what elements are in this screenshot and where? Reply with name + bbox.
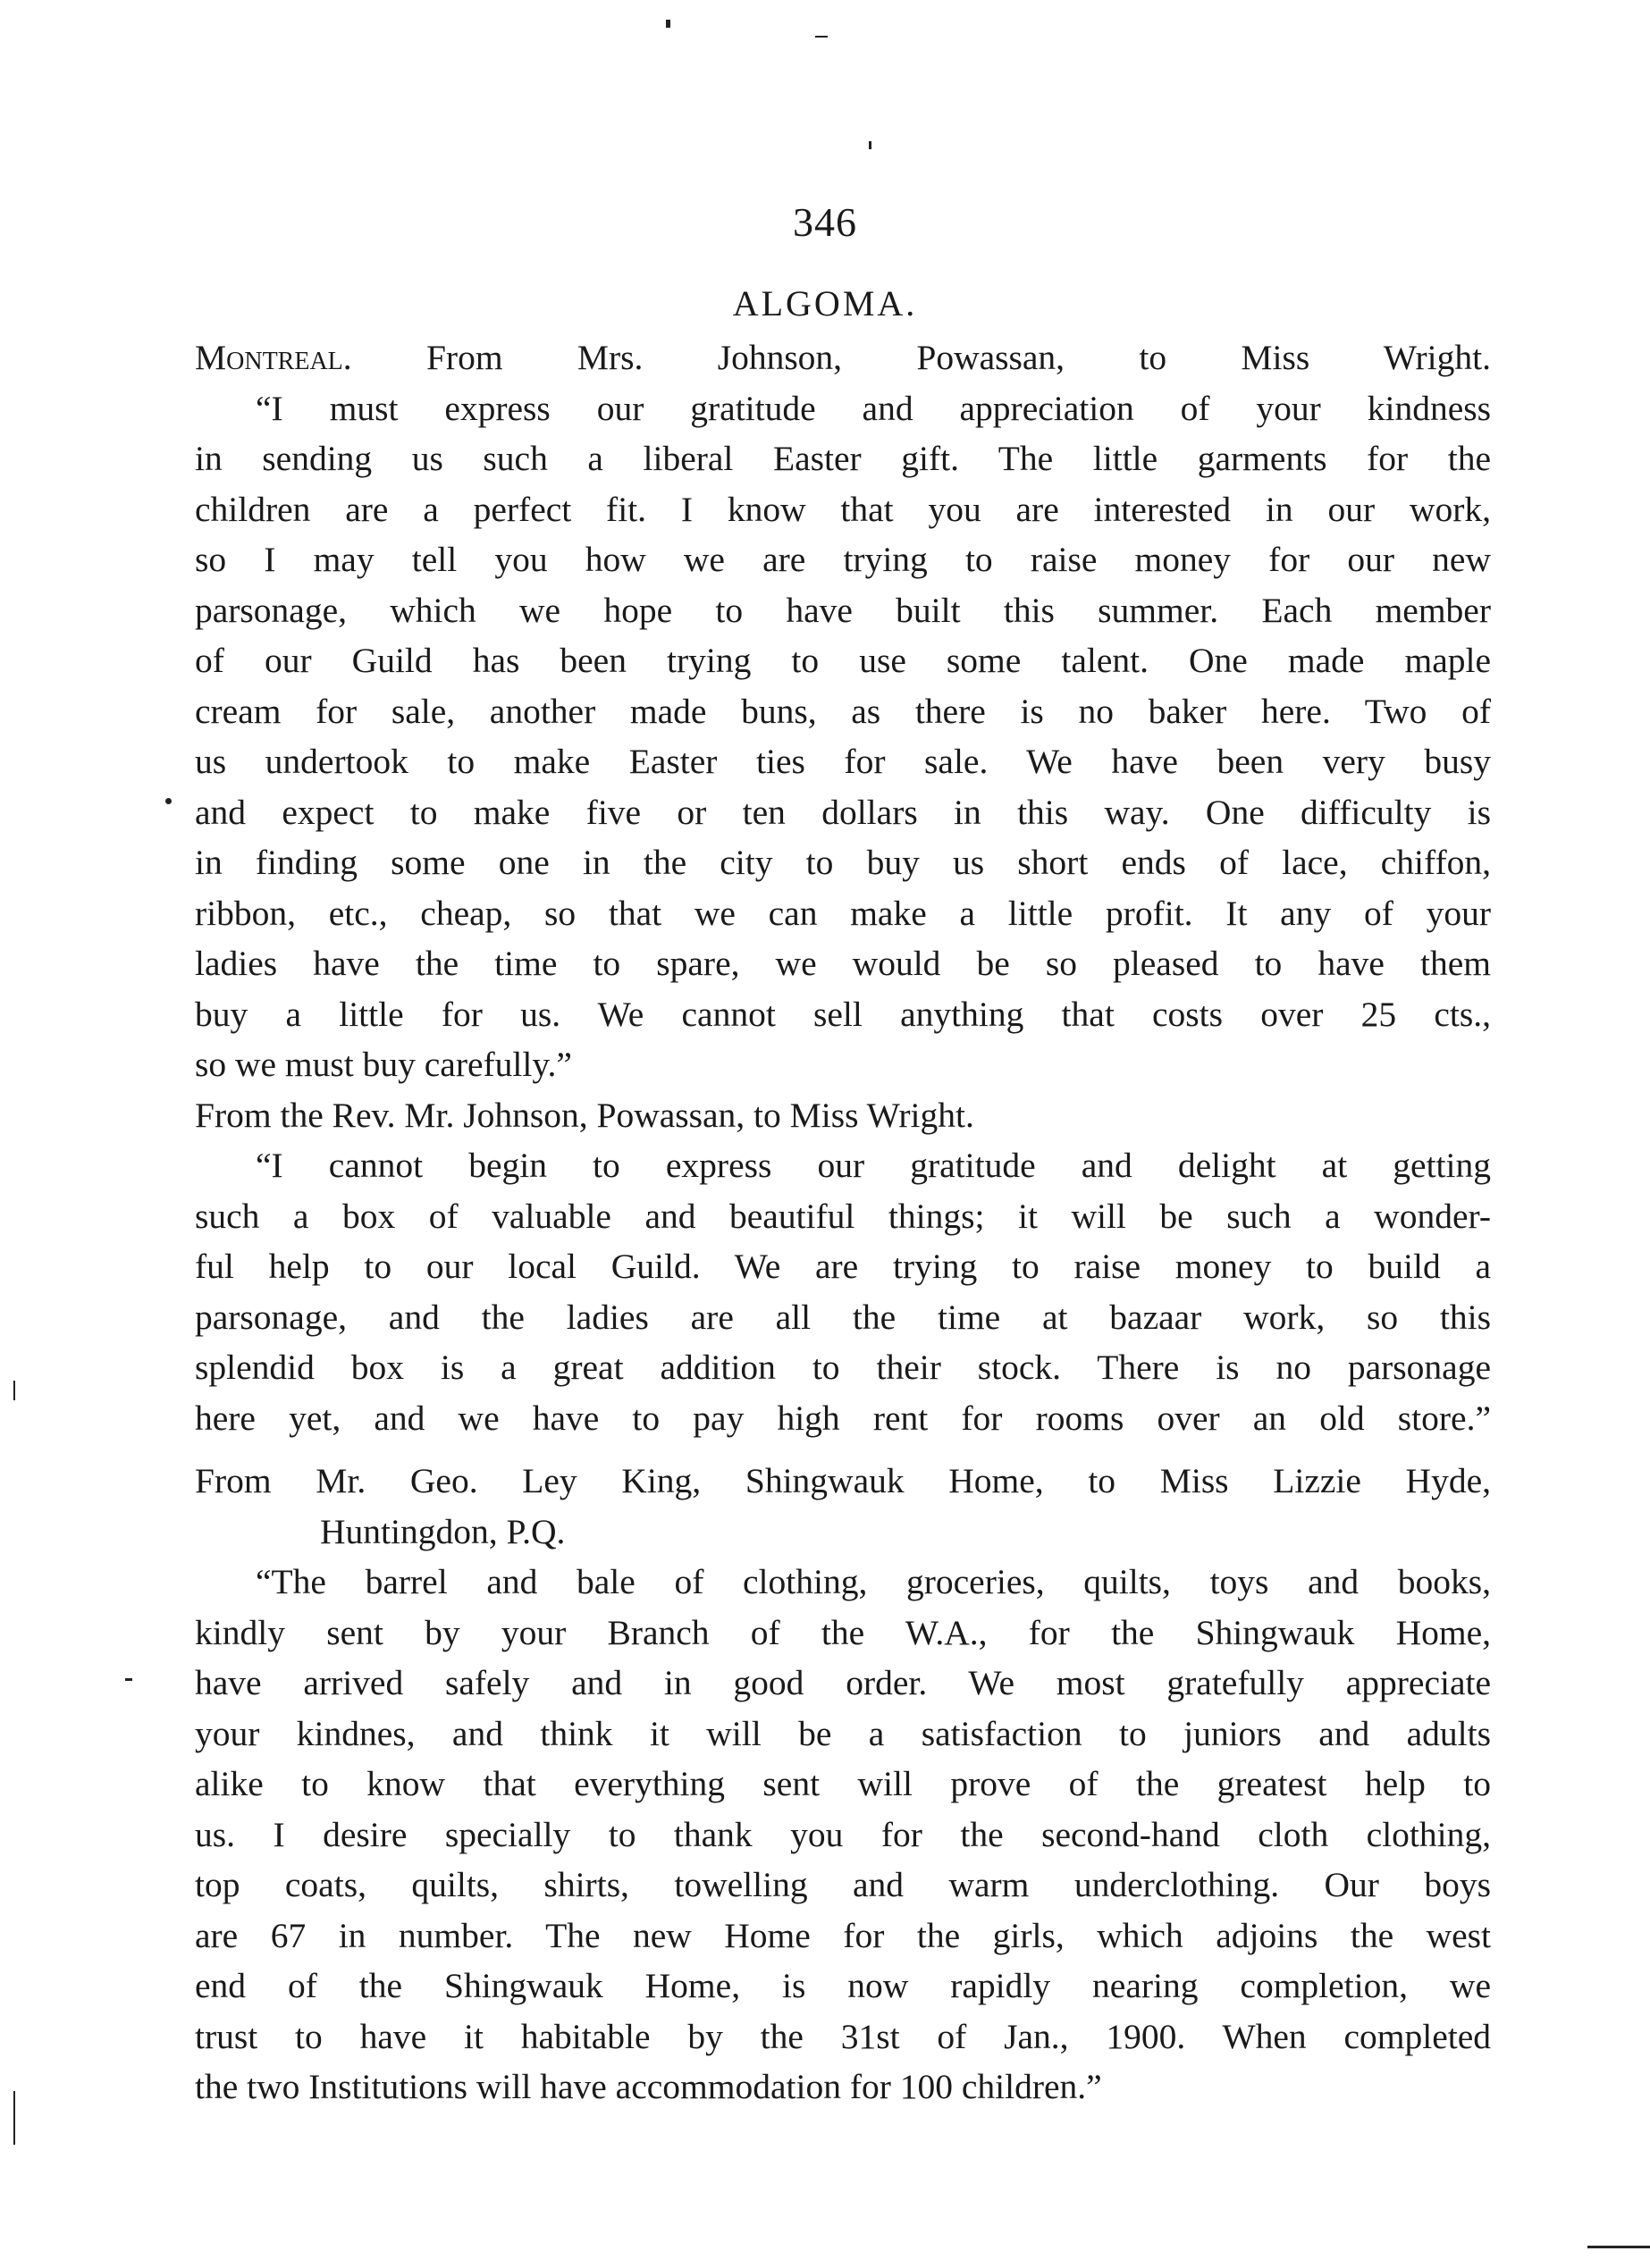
text-line: end of the Shingwauk Home, is now rapidly nearing completion, we	[195, 1966, 1491, 2005]
text-line: such a box of valuable and beautiful things; it will be such a wonder-	[195, 1196, 1491, 1236]
text-line: the two Institutions will have accommodation for 100 children.”	[195, 2067, 1102, 2106]
text-line: in sending us such a liberal Easter gift. The little garments for the	[195, 439, 1491, 478]
text-line: kindly sent by your Branch of the W.A., for the Shingwauk Home,	[195, 1612, 1491, 1652]
page-body	[195, 332, 1491, 2113]
scan-edge-mark	[1587, 2246, 1650, 2248]
scan-speck	[666, 20, 670, 28]
text-line: so I may tell you how we are trying to raise money for our new	[195, 540, 1491, 579]
text-line: are 67 in number. The new Home for the girls, which adjoins the west	[195, 1915, 1491, 1955]
text-line: children are a perfect fit. I know that you are interested in our work,	[195, 489, 1491, 529]
text-line: “I cannot begin to express our gratitude and delight at getting	[256, 1146, 1491, 1185]
text-line: top coats, quilts, shirts, towelling and warm underclothing. Our boys	[195, 1865, 1491, 1904]
letter-heading	[195, 332, 1491, 383]
text-line: have arrived safely and in good order. We most gratefully appreciate	[195, 1663, 1491, 1702]
text-line: trust to have it habitable by the 31st of Jan., 1900. When completed	[195, 2016, 1491, 2056]
scan-speck	[13, 2091, 15, 2145]
letter-heading-continued: Huntingdon, P.Q.	[320, 1511, 566, 1551]
text-line: us. I desire specially to thank you for the second-hand cloth clothing,	[195, 1814, 1491, 1854]
scan-speck	[13, 1381, 15, 1400]
text-line: ful help to our local Guild. We are trying to raise money to build a	[195, 1247, 1491, 1286]
scan-speck	[125, 1678, 132, 1681]
text-line: us undertook to make Easter ties for sale. We have been very busy	[195, 742, 1491, 781]
scan-speck	[869, 141, 871, 149]
scan-speck	[165, 798, 172, 804]
text-line: of our Guild has been trying to use some talent. One made maple	[195, 641, 1491, 680]
text-line: parsonage, which we hope to have built this summer. Each member	[195, 590, 1491, 630]
text-line: “I must express our gratitude and appreciation of your kindness	[256, 388, 1491, 428]
text-line: and expect to make five or ten dollars in this way. One difficulty is	[195, 792, 1491, 832]
text-line: splendid box is a great addition to their stock. There is no parsonage	[195, 1348, 1491, 1387]
text-line: here yet, and we have to pay high rent for rooms over an old store.”	[195, 1398, 1491, 1438]
text-line: cream for sale, another made buns, as there is no baker here. Two of	[195, 691, 1491, 731]
section-title: ALGOMA.	[732, 283, 918, 323]
heading-place: Montreal.	[195, 338, 352, 377]
text-line: your kindnes, and think it will be a satisfaction to juniors and adults	[195, 1713, 1491, 1753]
page-number: 346	[793, 199, 857, 245]
text-line: so we must buy carefully.”	[195, 1045, 572, 1084]
letter-heading: From Mr. Geo. Ley King, Shingwauk Home, to Miss Lizzie Hyde,	[195, 1461, 1491, 1500]
text-line: “The barrel and bale of clothing, groceries, quilts, toys and books,	[256, 1562, 1491, 1601]
text-line: parsonage, and the ladies are all the time at bazaar work, so this	[195, 1297, 1491, 1337]
text-line: alike to know that everything sent will prove of the greatest help to	[195, 1764, 1491, 1803]
text-line: ribbon, etc., cheap, so that we can make a little profit. It any of your	[195, 893, 1491, 933]
heading-text: From Mrs. Johnson, Powassan, to Miss Wright.	[351, 338, 1491, 377]
scan-speck	[815, 36, 828, 38]
text-line: buy a little for us. We cannot sell anything that costs over 25 cts.,	[195, 994, 1491, 1034]
text-line: in finding some one in the city to buy us short ends of lace, chiffon,	[195, 843, 1491, 882]
letter-heading: From the Rev. Mr. Johnson, Powassan, to Miss Wright.	[195, 1095, 974, 1135]
text-line: ladies have the time to spare, we would be so pleased to have them	[195, 944, 1491, 983]
